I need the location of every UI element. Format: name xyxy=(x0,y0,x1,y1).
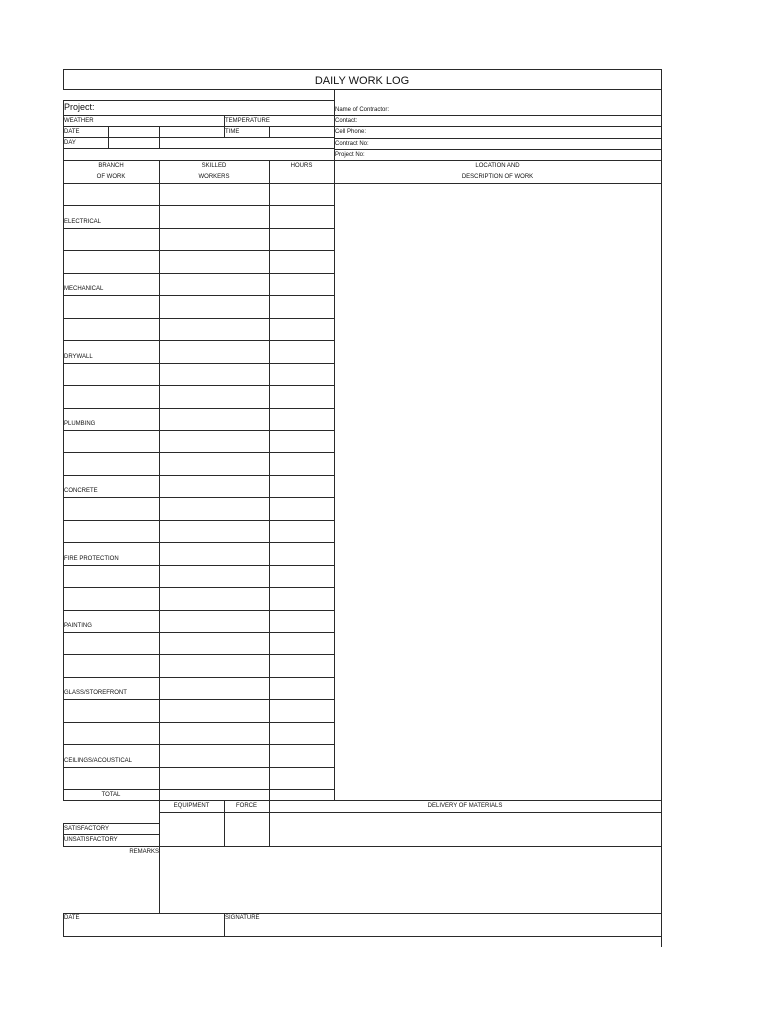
rule-line xyxy=(159,800,662,801)
rule-line xyxy=(159,812,662,813)
grid-row-line xyxy=(63,520,335,521)
date-label: DATE xyxy=(64,915,80,921)
grid-row-line xyxy=(63,744,335,745)
weather-label: WEATHER xyxy=(64,118,94,124)
time-label: TIME xyxy=(225,129,240,135)
grid-row-line xyxy=(63,497,335,498)
skilled-header: SKILLED xyxy=(201,163,227,169)
rule-line xyxy=(334,126,662,127)
column-line xyxy=(269,126,270,138)
right-border xyxy=(661,69,662,90)
skilled-header: WORKERS xyxy=(198,174,230,180)
rule-line xyxy=(63,913,662,914)
branch-label: GLASS/STOREFRONT xyxy=(64,690,127,696)
rule-line xyxy=(63,160,662,161)
contact-label: Contact: xyxy=(335,118,358,124)
grid-row-line xyxy=(63,205,335,206)
day-label: DAY xyxy=(64,140,76,146)
left-border xyxy=(63,160,64,801)
grid-row-line xyxy=(63,722,335,723)
location-header: LOCATION AND xyxy=(475,163,520,169)
branch-label: ELECTRICAL xyxy=(64,219,102,225)
unsatisfactory-label: UNSATISFACTORY xyxy=(64,837,118,843)
branch-label: MECHANICAL xyxy=(64,286,104,292)
grid-row-line xyxy=(63,250,335,251)
rule-line xyxy=(63,183,662,184)
remarks-label: REMARKS xyxy=(129,849,159,855)
grid-row-line xyxy=(63,542,335,543)
page-title: DAILY WORK LOG xyxy=(314,75,410,87)
rule-line xyxy=(63,126,335,127)
temperature-label: TEMPERATURE xyxy=(225,118,270,124)
location-header: DESCRIPTION OF WORK xyxy=(461,174,534,180)
bottom-border xyxy=(63,936,662,937)
grid-row-line xyxy=(63,273,335,274)
grid-row-line xyxy=(63,789,335,790)
grid-row-line xyxy=(63,475,335,476)
grid-row-line xyxy=(63,295,335,296)
grid-row-line xyxy=(63,654,335,655)
branch-label: PLUMBING xyxy=(64,421,96,427)
column-line xyxy=(159,800,160,914)
satisfactory-label: SATISFACTORY xyxy=(64,826,110,832)
rule-line xyxy=(63,823,160,824)
branch-header: BRANCH xyxy=(98,163,124,169)
project-no-label: Project No: xyxy=(335,152,365,158)
grid-row-line xyxy=(63,363,335,364)
center-divider xyxy=(334,160,335,801)
grid-row-line xyxy=(63,452,335,453)
total-label: TOTAL xyxy=(101,792,121,798)
cell-phone-label: Cell Phone: xyxy=(335,129,367,135)
title-divider xyxy=(63,89,662,90)
top-border xyxy=(63,69,662,70)
contract-no-label: Contract No: xyxy=(335,141,369,147)
branch-label: CEILINGS/ACOUSTICAL xyxy=(64,758,133,764)
branch-label: FIRE PROTECTION xyxy=(64,556,119,562)
rule-line xyxy=(63,834,160,835)
contractor-name-label: Name of Contractor: xyxy=(335,107,390,113)
equipment-header: EQUIPMENT xyxy=(173,803,210,809)
grid-row-line xyxy=(63,767,335,768)
right-border xyxy=(661,160,662,947)
branch-label: DRYWALL xyxy=(64,354,93,360)
grid-row-line xyxy=(63,408,335,409)
branch-label: CONCRETE xyxy=(64,488,98,494)
signature-label: SIGNATURE xyxy=(225,915,260,921)
rule-line xyxy=(63,846,662,847)
rule-line xyxy=(63,115,662,116)
grid-row-line xyxy=(63,677,335,678)
rule-line xyxy=(63,148,335,149)
rule-line xyxy=(334,138,662,139)
date-label: DATE xyxy=(64,129,80,135)
column-line xyxy=(108,126,109,149)
rule-line xyxy=(334,149,662,150)
grid-row-line xyxy=(63,385,335,386)
column-line xyxy=(269,160,270,801)
grid-row-line xyxy=(63,228,335,229)
project-label: Project: xyxy=(64,102,95,112)
grid-row-line xyxy=(63,587,335,588)
delivery-header: DELIVERY OF MATERIALS xyxy=(427,803,503,809)
column-line xyxy=(159,126,160,149)
grid-row-line xyxy=(63,565,335,566)
right-border xyxy=(661,89,662,161)
rule-line xyxy=(63,137,335,138)
grid-row-line xyxy=(63,699,335,700)
force-header: FORCE xyxy=(236,803,257,809)
grid-row-line xyxy=(63,340,335,341)
grid-row-line xyxy=(63,610,335,611)
branch-header: OF WORK xyxy=(96,174,126,180)
grid-row-line xyxy=(63,632,335,633)
grid-row-line xyxy=(63,318,335,319)
rule-line xyxy=(63,100,335,101)
grid-row-line xyxy=(63,430,335,431)
branch-label: PAINTING xyxy=(64,623,92,629)
hours-header: HOURS xyxy=(290,163,313,169)
column-line xyxy=(159,160,160,801)
